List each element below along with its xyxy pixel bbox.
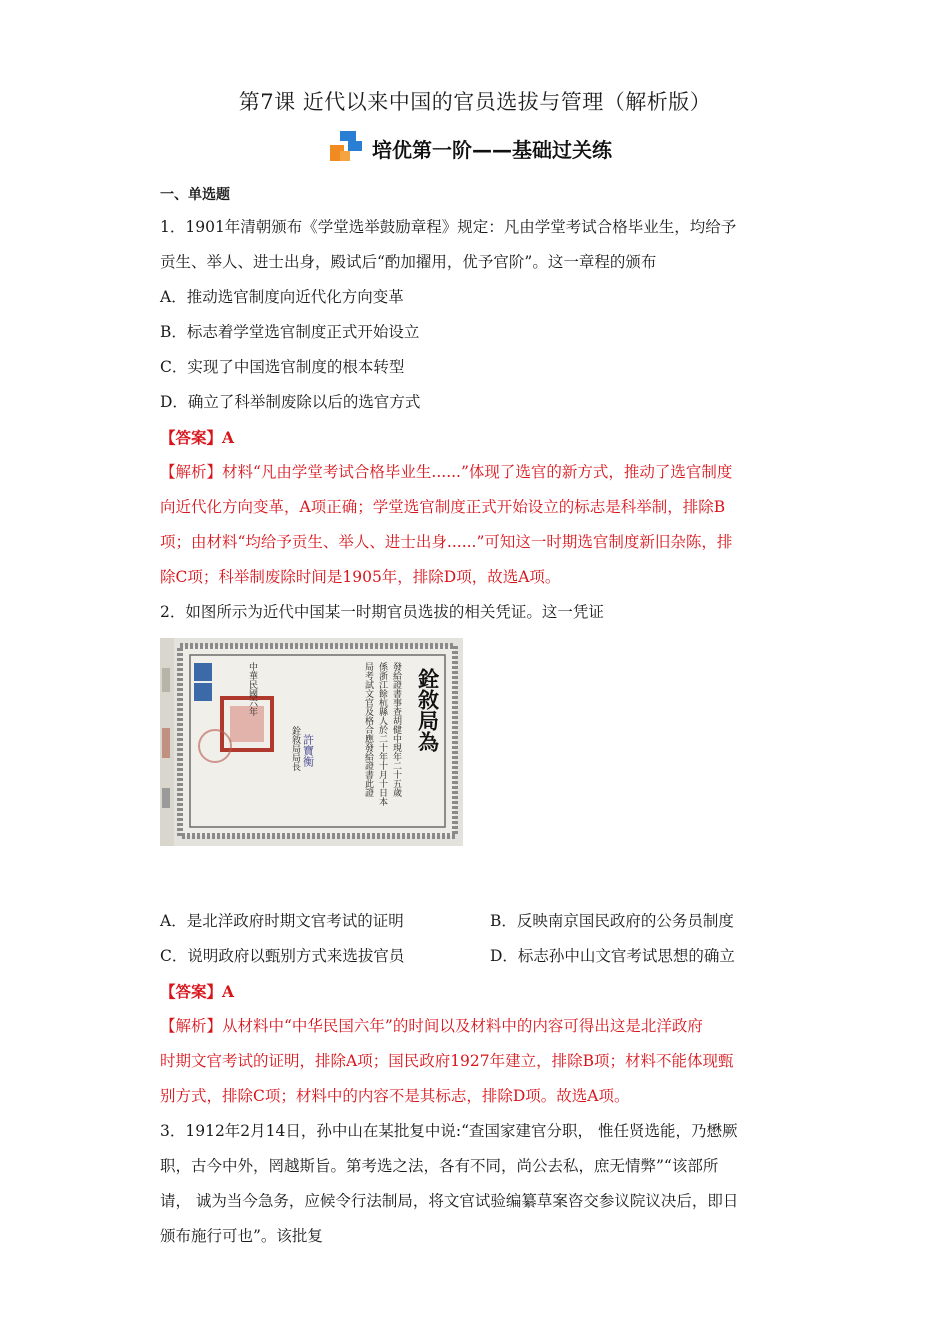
certificate-drawing: [160, 638, 463, 846]
q2-answer-block: [160, 974, 800, 1254]
q3-line: 职，古今中外，罔越斯旨。第考选之法，各有不同，尚公去私，庶无情弊”“该部所: [160, 1157, 719, 1175]
q1-analysis-line: 除C项；科举制废除时间是1905年，排除D项，故选A项。: [160, 568, 561, 586]
q2-analysis-line: 【解析】从材料中“中华民国六年”的时间以及材料中的内容可得出这是北洋政府: [160, 1017, 703, 1035]
cert-col-3: 局考試文官及格合應發給證書此證: [363, 662, 373, 797]
q1-option-a: A．推动选官制度向近代化方向变革: [160, 288, 404, 306]
q1-stem-line: 贡生、举人、进士出身，殿试后“酌加擢用，优予官阶”。这一章程的颁布: [160, 253, 657, 271]
question-1: [160, 180, 800, 630]
cert-date-column: 中華民國六年: [247, 662, 257, 716]
stairs-icon: [326, 131, 366, 165]
q2-options-row-2: [160, 939, 800, 974]
q2-answer: 【答案】A: [160, 982, 235, 1001]
level-badge-text: 培优第一阶——基础过关练: [372, 137, 612, 162]
q1-option-b: B．标志着学堂选官制度正式开始设立: [160, 323, 420, 341]
q2-option-b: B．反映南京国民政府的公务员制度: [490, 912, 734, 930]
q2-stem: 2．如图所示为近代中国某一时期官员选拔的相关凭证。这一凭证: [160, 603, 604, 621]
certificate-image: [160, 638, 463, 846]
q3-line: 3．1912年2月14日，孙中山在某批复中说:“查国家建官分职， 惟任贤选能，乃懋厥: [160, 1122, 738, 1140]
q3-line: 颁布施行可也”。该批复: [160, 1227, 323, 1245]
q1-option-c: C．实现了中国选官制度的根本转型: [160, 358, 405, 376]
q1-analysis-line: 项；由材料“均给予贡生、举人、进士出身......”可知这一时期选官制度新旧杂陈，排: [160, 533, 733, 551]
q1-analysis-line: 向近代化方向变革，A项正确；学堂选官制度正式开始设立的标志是科举制，排除B: [160, 498, 726, 516]
q2-analysis-line: 别方式，排除C项；材料中的内容不是其标志，排除D项。故选A项。: [160, 1087, 630, 1105]
q2-options-row-1: [160, 904, 800, 939]
level-badge: [326, 128, 612, 168]
q2-option-a: A．是北洋政府时期文官考试的证明: [160, 912, 404, 930]
q1-option-d: D．确立了科举制废除以后的选官方式: [160, 393, 421, 411]
q2-option-c: C．说明政府以甄别方式来选拔官员: [160, 947, 405, 965]
cert-col-1: 發給證書事查胡健中現年二十五歲: [391, 662, 401, 797]
cert-head-label: 銓敘局局長: [290, 726, 300, 771]
q1-answer: 【答案】A: [160, 428, 235, 447]
cert-signature: 許寶衡: [301, 734, 315, 767]
cert-col-2: 係浙江餘杭縣人於二十年十月十日本: [377, 662, 387, 806]
page-title: 第7课 近代以来中国的官员选拔与管理（解析版）: [238, 90, 712, 114]
q2-analysis-line: 时期文官考试的证明，排除A项；国民政府1927年建立，排除B项；材料不能体现甄: [160, 1052, 734, 1070]
q2-option-d: D．标志孙中山文官考试思想的确立: [490, 947, 735, 965]
q1-stem-line: 1．1901年清朝颁布《学堂选举鼓励章程》规定：凡由学堂考试合格毕业生，均给予: [160, 218, 737, 236]
cert-title: 銓敘局為: [415, 668, 441, 752]
q3-line: 请， 诚为当今急务，应候令行法制局，将文官试验编纂草案咨交参议院议决后，即日: [160, 1192, 739, 1210]
q1-analysis-line: 【解析】材料“凡由学堂考试合格毕业生......”体现了选官的新方式，推动了选官制度: [160, 463, 733, 481]
section-heading: 一、单选题: [160, 187, 230, 203]
